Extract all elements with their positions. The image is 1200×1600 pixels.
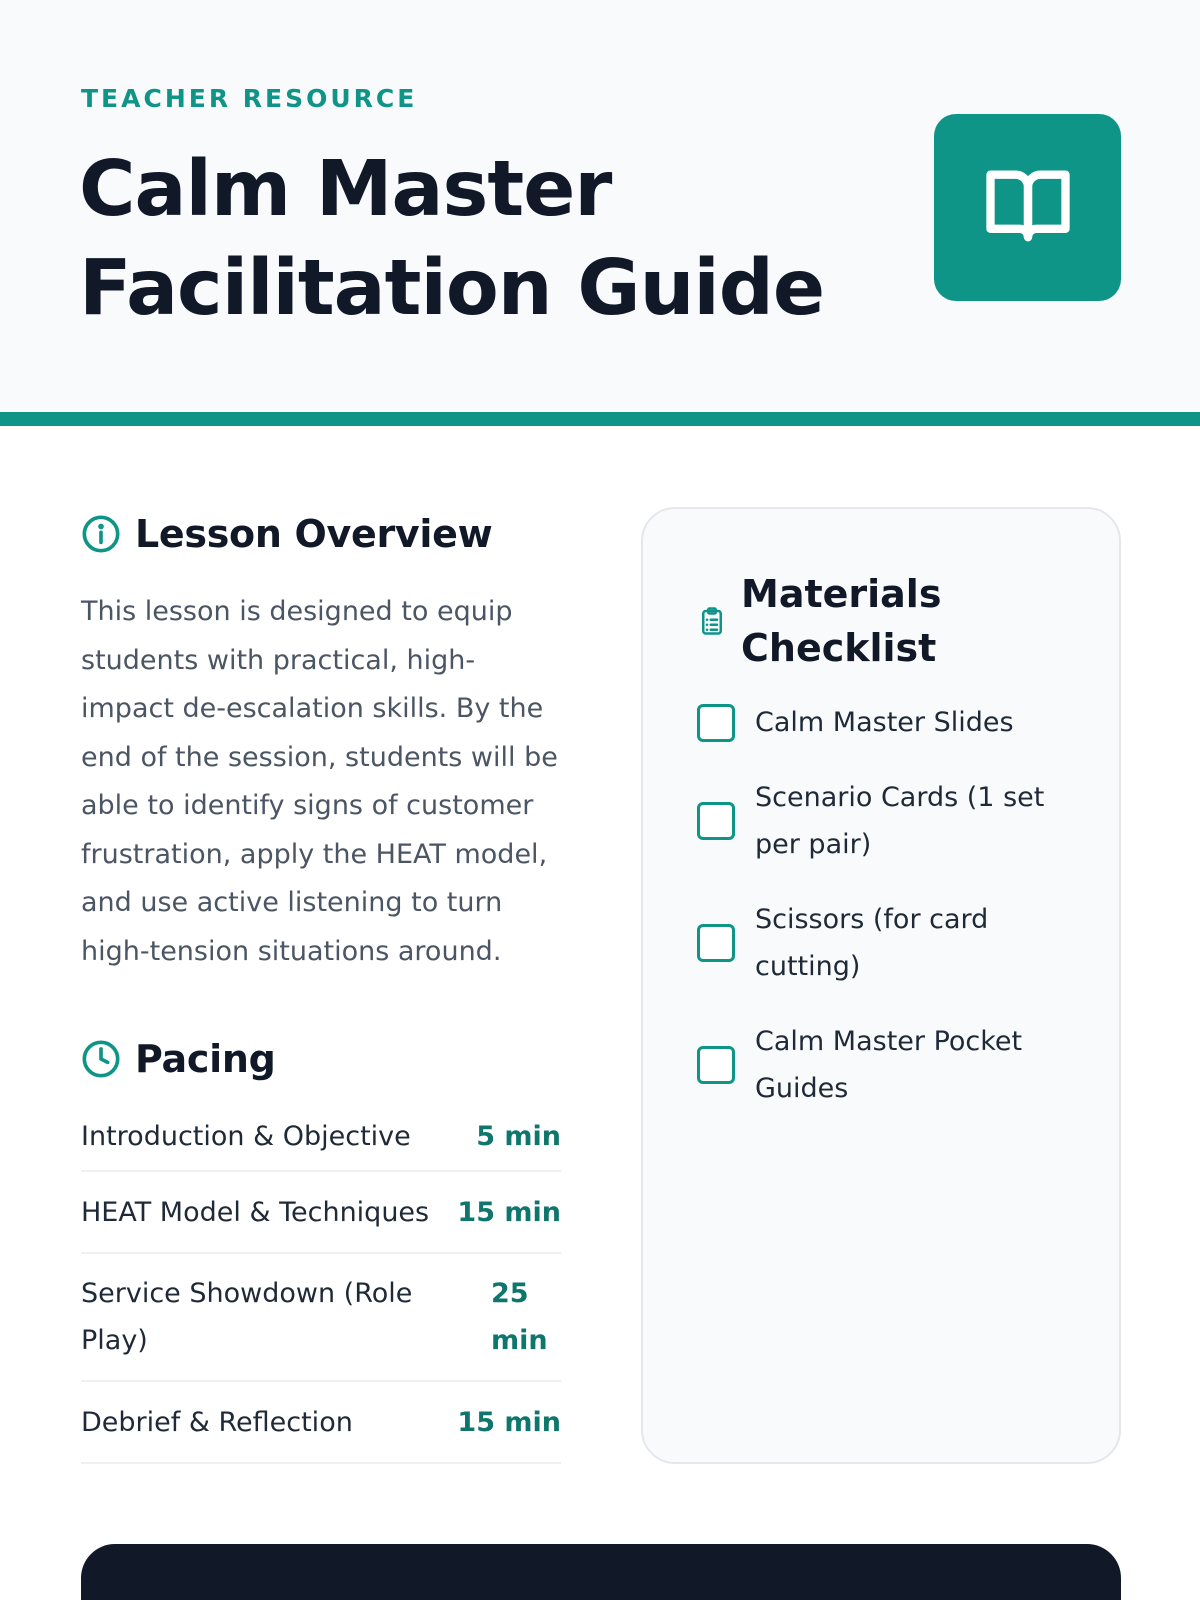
overview-heading: [81, 512, 492, 556]
clock-icon: [81, 1039, 121, 1079]
page-title: Calm Master Facilitation Guide: [79, 145, 825, 333]
pacing-duration: 15 min: [457, 1196, 561, 1228]
pacing-heading: [81, 1037, 275, 1081]
header-divider: [0, 412, 1200, 426]
overview-text: This lesson is designed to equip students with practical, high-impact de-escalation skills. By the end of the session, students will be able to identify signs of customer frustration, apply the HEAT model, and use active listening to turn high-tension situations around.: [81, 596, 558, 967]
checklist-label: Scenario Cards (1 set per pair): [755, 782, 1045, 860]
logo-tile: [934, 114, 1121, 301]
pacing-activity: Introduction & Objective: [81, 1120, 411, 1152]
checklist-label: Calm Master Pocket Guides: [755, 1026, 1023, 1104]
page-header: [0, 0, 1200, 412]
checklist-label: Scissors (for card cutting): [755, 904, 989, 982]
pacing-title: Pacing: [135, 1037, 276, 1081]
checkbox[interactable]: [697, 1046, 735, 1084]
pacing-activity: HEAT Model & Techniques: [81, 1196, 430, 1228]
pacing-duration: 5 min: [476, 1120, 561, 1152]
materials-heading: [697, 567, 981, 675]
info-icon: [81, 514, 121, 554]
pacing-duration: 15 min: [457, 1406, 561, 1438]
eyebrow-label: TEACHER RESOURCE: [81, 84, 418, 113]
checklist-item[interactable]: [697, 1018, 1077, 1112]
materials-title: Materials Checklist: [741, 572, 942, 670]
checklist-label: Calm Master Slides: [755, 707, 1014, 738]
pacing-row: [81, 1102, 561, 1172]
pacing-row: [81, 1254, 561, 1382]
pacing-activity: Debrief & Reflection: [81, 1406, 353, 1438]
pacing-row: [81, 1172, 561, 1254]
checklist-item[interactable]: [697, 699, 1077, 746]
materials-list: [697, 699, 1077, 1140]
clipboard-icon: [697, 604, 727, 638]
open-book-icon: [978, 158, 1078, 258]
checklist-item[interactable]: [697, 774, 1077, 868]
pacing-table: [81, 1102, 561, 1464]
overview-title: Lesson Overview: [135, 512, 493, 556]
pacing-activity: Service Showdown (Role Play): [81, 1278, 413, 1356]
checklist-item[interactable]: [697, 896, 1077, 990]
materials-card: [641, 507, 1121, 1464]
footer-panel: [81, 1544, 1121, 1600]
pacing-row: [81, 1382, 561, 1464]
checkbox[interactable]: [697, 802, 735, 840]
checkbox[interactable]: [697, 924, 735, 962]
checkbox[interactable]: [697, 704, 735, 742]
pacing-duration: 25 min: [491, 1278, 548, 1356]
